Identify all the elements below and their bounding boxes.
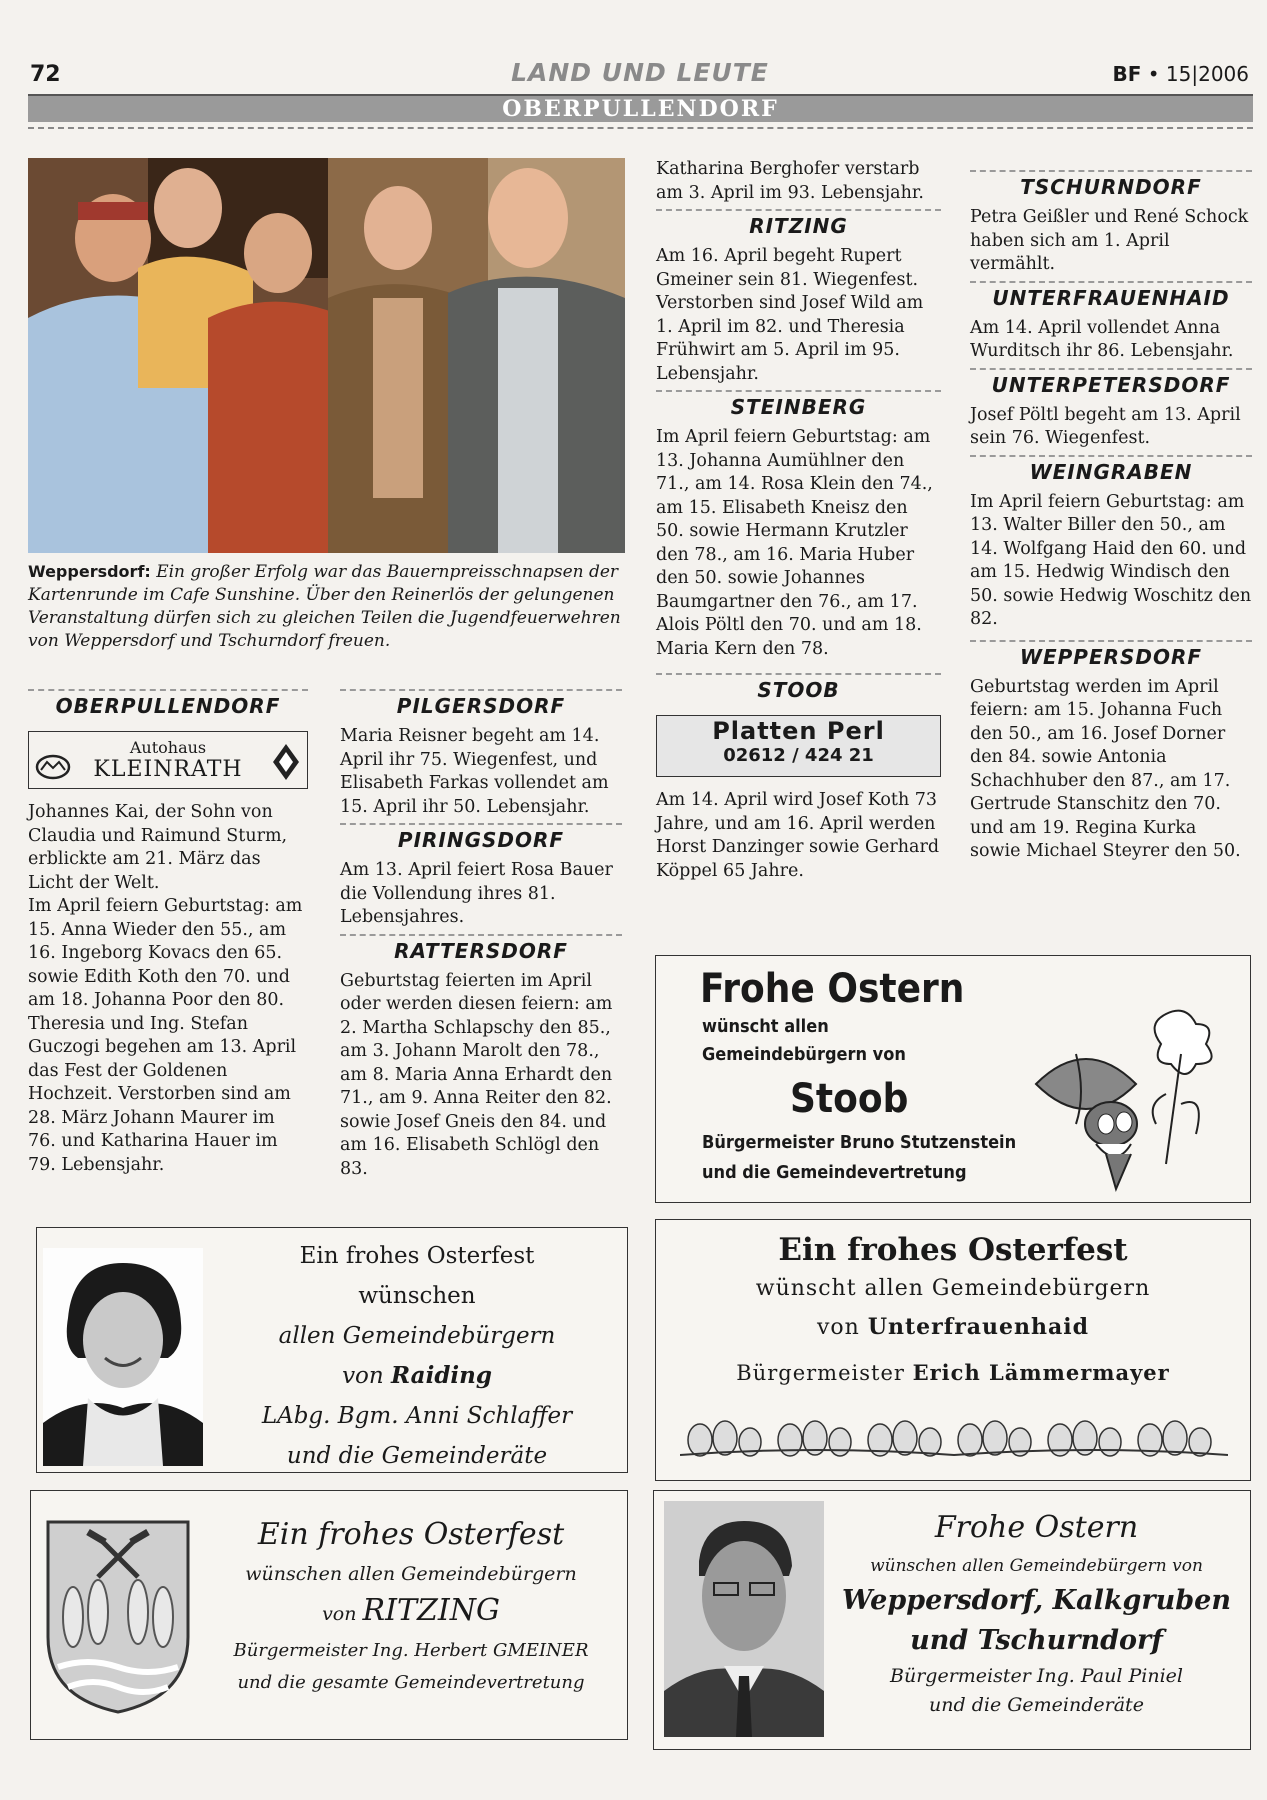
ad-wepp-line6: und die Gemeinderäte — [929, 1694, 1144, 1716]
ad-raiding-line3: allen Gemeindebürgern — [278, 1323, 556, 1349]
portrait-paul-piniel — [664, 1501, 824, 1737]
text-weingraben: Im April feiern Geburtstag: am 13. Walter Biller den 50., am 14. Wolfgang Haid den 60. und am 15. Hedwig Windisch den 50. sowie Hedwig Woschitz den 82. — [970, 491, 1252, 629]
text-pilgersdorf: Maria Reisner begeht am 14. April ihr 75. Wiegenfest, und Elisabeth Farkas vollendet am 15. April ihr 50. Lebensjahr. — [340, 726, 609, 817]
ad-ritzing-line3-pre: von — [322, 1603, 357, 1625]
ad-ritzing-mayor: Bürgermeister Ing. Herbert GMEINER — [233, 1640, 589, 1661]
ritzing-coat-of-arms-icon — [43, 1517, 193, 1717]
publication-name: BF — [1112, 62, 1142, 86]
heading-steinberg: STEINBERG — [656, 390, 941, 424]
ad-stoob-line2: Gemeindebürgern von — [702, 1044, 906, 1065]
text-unterfrauenhaid: Am 14. April vollendet Anna Wurditsch ihr 86. Lebensjahr. — [970, 317, 1234, 361]
ad-stoob-line1: wünscht allen — [702, 1016, 829, 1037]
renault-logo-icon — [271, 742, 301, 782]
column-pilgersdorf — [340, 685, 622, 1181]
ad-ritzing-title: Ein frohes Osterfest — [257, 1517, 565, 1552]
heading-piringsdorf: PIRINGSDORF — [340, 823, 622, 857]
ad-ritzing-line5: und die gesamte Gemeindevertretung — [237, 1672, 585, 1693]
ad-autohaus-kleinrath — [28, 731, 308, 789]
portrait-anni-schlaffer — [43, 1248, 203, 1466]
issue-info — [1112, 62, 1249, 86]
ad-unter-title: Ein frohes Osterfest — [778, 1232, 1128, 1268]
mazda-logo-icon — [35, 754, 71, 780]
ad-raiding-line2: wünschen — [358, 1283, 476, 1309]
ad-ritzing-line2: wünschen allen Gemeindebürgern — [245, 1563, 577, 1585]
ad-frohe-ostern-stoob — [655, 955, 1251, 1203]
ad-raiding-line6: und die Gemeinderäte — [286, 1443, 548, 1469]
caption-place: Weppersdorf: — [28, 562, 151, 581]
text-oberpullendorf-2: Im April feiern Geburtstag: am 15. Anna Wieder den 55., am 16. Ingeborg Kovacs den 65. sowie Edith Koth den 70. und am 18. Johanna Poor den 80. Theresia und Ing. Stefan Guczogi begehen am 13. April das Fest der Goldenen Hochzeit. Verstorben sind am 28. März Johann Maurer im 76. und Katharina Hauer im 79. Lebensjahr. — [28, 896, 303, 1175]
text-piringsdorf: Am 13. April feiert Rosa Bauer die Vollendung ihres 81. Lebensjahres. — [340, 860, 613, 927]
photo-caption — [28, 560, 625, 653]
heading-rattersdorf: RATTERSDORF — [340, 934, 622, 968]
region-banner — [28, 94, 1253, 122]
heading-pilgersdorf: PILGERSDORF — [340, 689, 622, 723]
heading-stoob: STOOB — [656, 673, 941, 707]
banner-title: OBERPULLENDORF — [502, 96, 779, 122]
ad-weppersdorf — [653, 1490, 1251, 1750]
ad-unter-line3-pre: von — [816, 1315, 860, 1340]
ad-autohaus-label: Autohaus — [129, 738, 207, 757]
ad-stoob-line3: Bürgermeister Bruno Stutzenstein — [702, 1132, 1017, 1153]
ad-wepp-line2: wünschen allen Gemeindebürgern von — [870, 1556, 1203, 1576]
page-number: 72 — [30, 62, 61, 87]
ad-stoob-title: Frohe Ostern — [700, 966, 965, 1012]
ad-autohaus-name: KLEINRATH — [93, 757, 243, 782]
group-photo-drawing — [28, 158, 625, 553]
ad-wepp-text — [829, 1505, 1244, 1719]
column-ritzing — [656, 158, 941, 883]
heading-unterfrauenhaid: UNTERFRAUENHAID — [970, 281, 1252, 315]
text-tschurndorf: Petra Geißler und René Schock haben sich am 1. April vermählt. — [970, 207, 1249, 274]
portrait-drawing — [664, 1501, 824, 1737]
ad-unterfrauenhaid — [655, 1219, 1251, 1481]
heading-weppersdorf: WEPPERSDORF — [970, 640, 1252, 674]
text-rattersdorf: Geburtstag feierten im April oder werden diesen feiern: am 2. Martha Schlapschy den 85., am 3. Johann Marolt den 78., am 8. Maria Anna Erhardt den 71., am 9. Anna Reiter den 82. sowie Josef Gneis den 84. und am 16. Elisabeth Schlögl den 83. — [340, 970, 613, 1179]
issue-number: 15|2006 — [1165, 62, 1249, 86]
easter-bunny-icon — [1016, 994, 1236, 1194]
heading-oberpullendorf: OBERPULLENDORF — [28, 689, 308, 723]
ad-wepp-title: Frohe Ostern — [934, 1510, 1139, 1545]
ad-raiding-town: Raiding — [391, 1362, 492, 1389]
easter-eggs-icon — [680, 1410, 1228, 1460]
text-steinberg: Im April feiern Geburtstag: am 13. Johanna Aumühlner den 71., am 14. Rosa Klein den 74., am 15. Elisabeth Kneisz den 50. sowie Hermann Krutzler den 78., am 16. Maria Huber den 50. sowie Johannes Baumgartner den 76., am 17. Alois Pöltl den 70. und am 18. Maria Kern den 78. — [656, 427, 933, 659]
text-stoob: Am 14. April wird Josef Koth 73 Jahre, und am 16. April werden Horst Danzinger sowie Gerhard Köppel 65 Jahre. — [656, 790, 940, 881]
ad-ritzing — [30, 1490, 628, 1740]
ad-unter-line2: wünscht allen Gemeindebürgern — [755, 1276, 1151, 1301]
ad-platten-perl — [656, 715, 941, 777]
column-oberpullendorf — [28, 685, 308, 1177]
ad-wepp-towns1: Weppersdorf, Kalkgruben — [842, 1585, 1231, 1616]
text-ritzing: Am 16. April begeht Rupert Gmeiner sein 81. Wiegenfest. Verstorben sind Josef Wild am 1. April im 82. und Theresia Frühwirt am 5. April im 95. Lebensjahr. — [656, 246, 924, 384]
ad-stoob-line4: und die Gemeindevertretung — [702, 1162, 967, 1183]
section-title: LAND UND LEUTE — [511, 58, 769, 87]
heading-unterpetersdorf: UNTERPETERSDORF — [970, 368, 1252, 402]
text-oberpullendorf-1: Johannes Kai, der Sohn von Claudia und Raimund Sturm, erblickte am 21. März das Licht der Welt. — [28, 802, 288, 893]
ad-platten-name: Platten Perl — [712, 717, 885, 745]
text-weppersdorf: Geburtstag werden im April feiern: am 15. Johanna Fuch den 50., am 16. Josef Dorner den 84. sowie Antonia Schachhuber den 87., am 17. Gertrude Stanschitz den 70. und am 19. Regina Kurka sowie Michael Steyrer den 50. — [970, 676, 1241, 861]
ad-raiding-line5: LAbg. Bgm. Anni Schlaffer — [261, 1403, 573, 1429]
ad-raiding — [36, 1227, 628, 1473]
issue-separator: • — [1147, 62, 1160, 86]
ad-unter-mayor: Erich Lämmermayer — [912, 1360, 1170, 1385]
heading-weingraben: WEINGRABEN — [970, 455, 1252, 489]
portrait-drawing — [43, 1248, 203, 1466]
column-tschurndorf — [970, 166, 1252, 864]
ad-platten-phone: 02612 / 424 21 — [723, 744, 874, 766]
ad-raiding-line4-pre: von — [342, 1363, 384, 1389]
ad-ritzing-text — [201, 1513, 621, 1698]
heading-tschurndorf: TSCHURNDORF — [970, 170, 1252, 204]
heading-ritzing: RITZING — [656, 209, 941, 243]
ad-unter-town: Unterfrauenhaid — [867, 1314, 1090, 1340]
ad-wepp-towns2: und Tschurndorf — [910, 1625, 1163, 1656]
ad-raiding-line1: Ein frohes Osterfest — [299, 1243, 535, 1269]
ad-raiding-text — [217, 1236, 617, 1476]
ad-unter-line4-pre: Bürgermeister — [736, 1361, 905, 1385]
header-divider — [28, 127, 1253, 129]
ad-stoob-town: Stoob — [790, 1076, 909, 1122]
text-unterpetersdorf: Josef Pöltl begeht am 13. April sein 76. Wiegenfest. — [970, 404, 1241, 448]
ad-wepp-mayor: Bürgermeister Ing. Paul Piniel — [890, 1665, 1183, 1687]
ad-ritzing-town: RITZING — [362, 1593, 500, 1628]
text-intro: Katharina Berghofer verstarb am 3. April im 93. Lebensjahr. — [656, 159, 924, 203]
group-photo — [28, 158, 625, 553]
caption-text: Ein großer Erfolg war das Bauernpreisschnapsen der Kartenrunde im Cafe Sunshine. Über den Reinerlös der gelungenen Veranstaltung dürfen sich zu gleichen Teilen die Jugendfeuerwehren von Weppersdorf und Tschurndorf freuen. — [28, 562, 621, 651]
